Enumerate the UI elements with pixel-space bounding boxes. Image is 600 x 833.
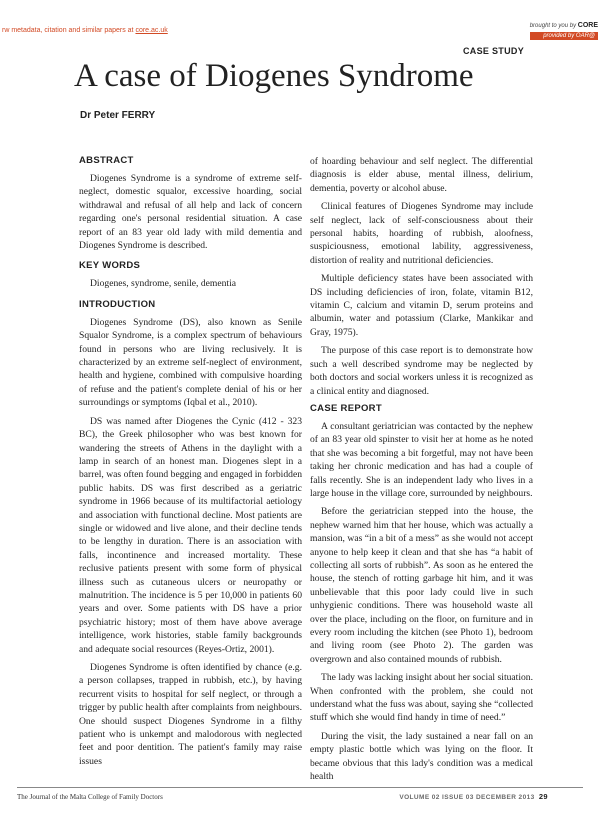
footer-divider [17,787,583,788]
core-metadata-link[interactable] [2,27,168,34]
body-paragraph: The lady was lacking insight about her social situation. When confronted with the problem, she could not understand what the fuss was about, saying she “collected stuff which she would find handy in time of need.” [310,672,533,724]
core-provided-by[interactable]: provided by OAR@ [530,32,598,40]
section-heading: KEY WORDS [79,260,141,272]
right-column [310,155,533,788]
body-paragraph: Multiple deficiency states have been associated with DS including deficiencies of iron, folate, vitamin B12, vitamin C, calcium and vitamin D, serum proteins and albumin, water and potassium (Clarke, Mankikar and Gray, 1975). [310,273,533,338]
footer-issue: VOLUME 02 ISSUE 03 DECEMBER 2013 [399,794,535,801]
section-label: CASE STUDY [462,46,524,56]
body-paragraph: Before the geriatrician stepped into the house, the nephew warned him that her house, which was actually a mansion, was “in a bit of a mess” as she would not accept anyone to help keep it clean and that she has “a habit of collecting all sorts of rubbish”. As soon as he entered the house, the stench of rotting garbage hit him, and it was unbelievable that this poor lady could live in such unhygienic conditions. There was household waste all over the place, including on the floor, on furniture and in every room including the kitchen (see Photo 1), bedroom and living room (see Photo 2). The garden was overgrown and also contained mounds of rubbish. [310,506,533,665]
article-title: A case of Diogenes Syndrome [74,58,474,94]
left-column [79,155,302,773]
body-paragraph: Diogenes Syndrome is a syndrome of extreme self-neglect, domestic squalor, excessive hoarding, social withdrawal and refusal of all help and lack of concern regarding one's personal residential situation. A case report of an 83 year old lady with mild dementia and Diogenes Syndrome is described. [79,173,302,252]
body-paragraph: During the visit, the lady sustained a near fall on an empty plastic bottle which was lying on the floor. It became obvious that this lady's condition was a medical health [310,730,533,783]
body-paragraph: Diogenes, syndrome, senile, dementia [90,278,237,290]
core-logo[interactable]: CORE [577,22,598,29]
body-paragraph: of hoarding behaviour and self neglect. The differential diagnosis is elder abuse, mental illness, delirium, dementia, poverty or alcohol abuse. [310,156,533,194]
core-brought-by [530,22,598,29]
page-number: 29 [538,792,548,801]
body-paragraph: Clinical features of Diogenes Syndrome may include self neglect, lack of self-consciousness about their personal habits, hoarding of rubbish, aloofness, suspiciousness, emotional lability, aggressiveness, distortion of reality and nutritional deficiencies. [310,201,533,266]
core-link-url[interactable]: core.ac.uk [135,27,168,34]
footer-journal: The Journal of the Malta College of Family Doctors [17,793,163,801]
body-paragraph: DS was named after Diogenes the Cynic (412 - 323 BC), the Greek philosopher who was best known for wandering the streets of Athens in the daylight with a lamp in search of an honest man. Diogenes slept in a barrel, was often found begging and engaged in forbidden public habits. DS was first described as a geriatric syndrome in 1966 because of its multifactorial aetiology and association with functional decline. Most patients are single or widowed and live alone, and their decline tends to be lengthy in duration. There is an association with falls, incontinence and increased mortality. These reclusive patients present with some form of physical illness such as cutaneous ulcers or neuropathy or malnutrition. The incidence is 5 per 10,000 in patients 60 years and over. Some patients with DS have a prior psychiatric history; most of them have above average intelligence, work histories, stable family backgrounds and adequate social resources (Reyes-Ortiz, 2001). [79,415,302,655]
section-heading: ABSTRACT [79,155,134,166]
footer-issue-info [399,792,548,801]
core-link-prefix: rw metadata, citation and similar papers at [2,27,136,34]
body-paragraph: Diogenes Syndrome (DS), also known as Senile Squalor Syndrome, is a complex spectrum of behaviours found in persons who are living reclusively. It is characterized by an extreme self-neglect of environment, health and hygiene, combined with compulsive hoarding of refuse and the patient's complete denial of his or her surroundings or symptoms (Iqbal et al., 2010). [79,316,302,409]
core-brought-prefix: brought to you by [529,23,577,29]
core-banner [530,22,598,40]
section-heading: INTRODUCTION [79,298,156,310]
body-paragraph: A consultant geriatrician was contacted by the nephew of an 83 year old spinster to visit her at home as he noted that she was becoming a bit forgetful, may not have been taking her chronic medication and has had a couple of falls recently. She is an independent lady who lives in a large house in the village core, surrounded by neighbours. [310,420,533,499]
body-paragraph: The purpose of this case report is to demonstrate how such a well described syndrome may be neglected by both doctors and social workers unless it is recognized as a clinical entity and diagnosed. [310,345,533,397]
body-paragraph: Diogenes Syndrome is often identified by chance (e.g. a person collapses, trapped in rubbish, etc.), by having recurrent visits to hospital for self neglect, or through a trigger by public health after complaints from neighbours. One should suspect Diogenes Syndrome in a filthy patient who is unkempt and malodorous with neglected feet and poor dentition. The patient's family may raise issues [79,662,302,767]
article-author: Dr Peter FERRY [80,110,156,121]
section-heading: CASE REPORT [310,402,382,414]
